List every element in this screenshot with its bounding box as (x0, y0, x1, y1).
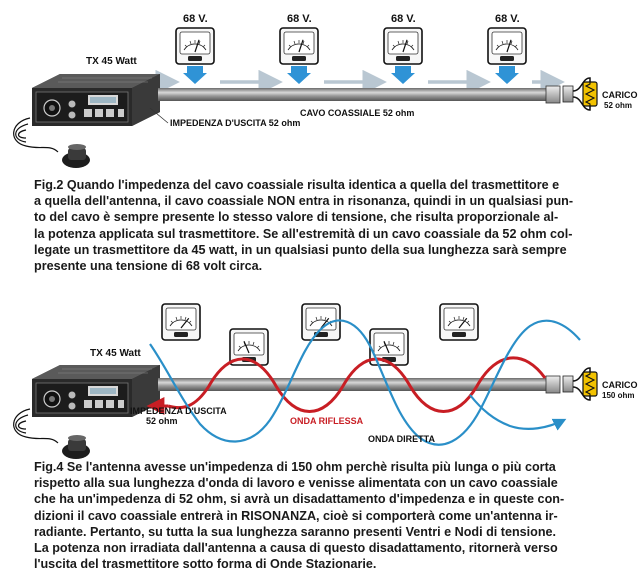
load-label-bottom-line1: CARICO (602, 380, 638, 390)
down-arrow-icon (495, 66, 519, 84)
caption-fig4-line: rispetto alla sua lunghezza d'onda di lavoro e venisse alimentata con un cavo coassiale (34, 476, 558, 491)
cable-label: CAVO COASSIALE 52 ohm (300, 108, 415, 118)
voltmeter (440, 304, 478, 340)
reflected-wave-label: ONDA RIFLESSA (290, 416, 364, 426)
caption-fig2-line: presente una tensione di 68 volt circa. (34, 259, 263, 274)
caption-fig2-line: a quella dell'antenna, il cavo coassiale NON entra in risonanza, quindi in un qualsiasi pun- (34, 194, 574, 209)
coax-cable-bottom (158, 378, 560, 391)
voltmeter (176, 13, 214, 84)
caption-fig4-line: radiante. Pertanto, su tutta la sua lunghezza saranno presenti Ventri e Nodi di tensione. (34, 524, 557, 539)
voltmeter-reading: 68 V. (183, 13, 208, 25)
caption-fig4-line: La potenza non irradiata dall'antenna a causa di questo disadattamento, ritornerà verso (34, 541, 558, 556)
coax-cable-top (158, 88, 560, 101)
load-label-bottom-line2: 150 ohm (602, 391, 635, 400)
caption-fig4-line: l'uscita del trasmettitore sotto forma di Onde Stazionarie. (34, 557, 377, 572)
down-arrow-icon (391, 66, 415, 84)
tx-label-top: TX 45 Watt (86, 56, 137, 67)
down-arrow-icon (287, 66, 311, 84)
direct-wave-label: ONDA DIRETTA (368, 434, 435, 444)
voltmeter (280, 13, 318, 84)
caption-fig4-line: Fig.4 Se l'antenna avesse un'impedenza di 150 ohm perchè risulta più lunga o più corta (34, 460, 556, 474)
caption-fig4-line: dizioni il cavo coassiale entrerà in RISONANZA, cioè si comporterà come un'antenna ir- (34, 508, 558, 523)
voltmeter-reading: 68 V. (391, 13, 416, 25)
load-label-top-line1: CARICO (602, 90, 638, 100)
load-resistor-bottom (563, 368, 597, 400)
caption-fig2-line: la potenza applicata sul trasmettitore. Se all'estremità di un cavo coassiale da 52 ohm col- (34, 226, 573, 241)
voltmeter (384, 13, 422, 84)
load-resistor-top (563, 78, 597, 110)
tx-label-bottom: TX 45 Watt (90, 348, 141, 359)
figure-2 (14, 304, 638, 459)
voltmeter-reading: 68 V. (287, 13, 312, 25)
voltmeter-reading: 68 V. (495, 13, 520, 25)
load-label-top-line2: 52 ohm (604, 101, 633, 110)
voltmeter (488, 13, 526, 84)
caption-fig4-line: che ha un'impedenza di 52 ohm, si avrà un disadattamento d'impedenza e in queste con- (34, 492, 565, 507)
down-arrow-icon (183, 66, 207, 84)
caption-fig2-line: to del cavo è sempre presente lo stesso valore di tensione, che risulta proporzionale al- (34, 210, 559, 225)
output-impedance-label-bottom-line1: IMPEDENZA D'USCITA (130, 406, 227, 416)
caption-fig2-line: legate un trasmettitore da 45 watt, in un qualsiasi punto della sua lunghezza sarà sempre (34, 242, 567, 257)
caption-fig2 (34, 177, 614, 274)
output-impedance-label-top: IMPEDENZA D'USCITA 52 ohm (170, 118, 301, 128)
caption-fig4 (34, 459, 614, 572)
voltmeter-row-bottom (162, 304, 478, 365)
voltmeter-row-top (120, 13, 560, 84)
caption-fig2-line: Fig.2 Quando l'impedenza del cavo coassiale risulta identica a quella del trasmettitore e (34, 178, 560, 192)
figure-1 (14, 13, 638, 168)
voltmeter (162, 304, 200, 340)
transmitter-top (14, 74, 160, 168)
output-impedance-label-bottom-line2: 52 ohm (146, 416, 178, 426)
